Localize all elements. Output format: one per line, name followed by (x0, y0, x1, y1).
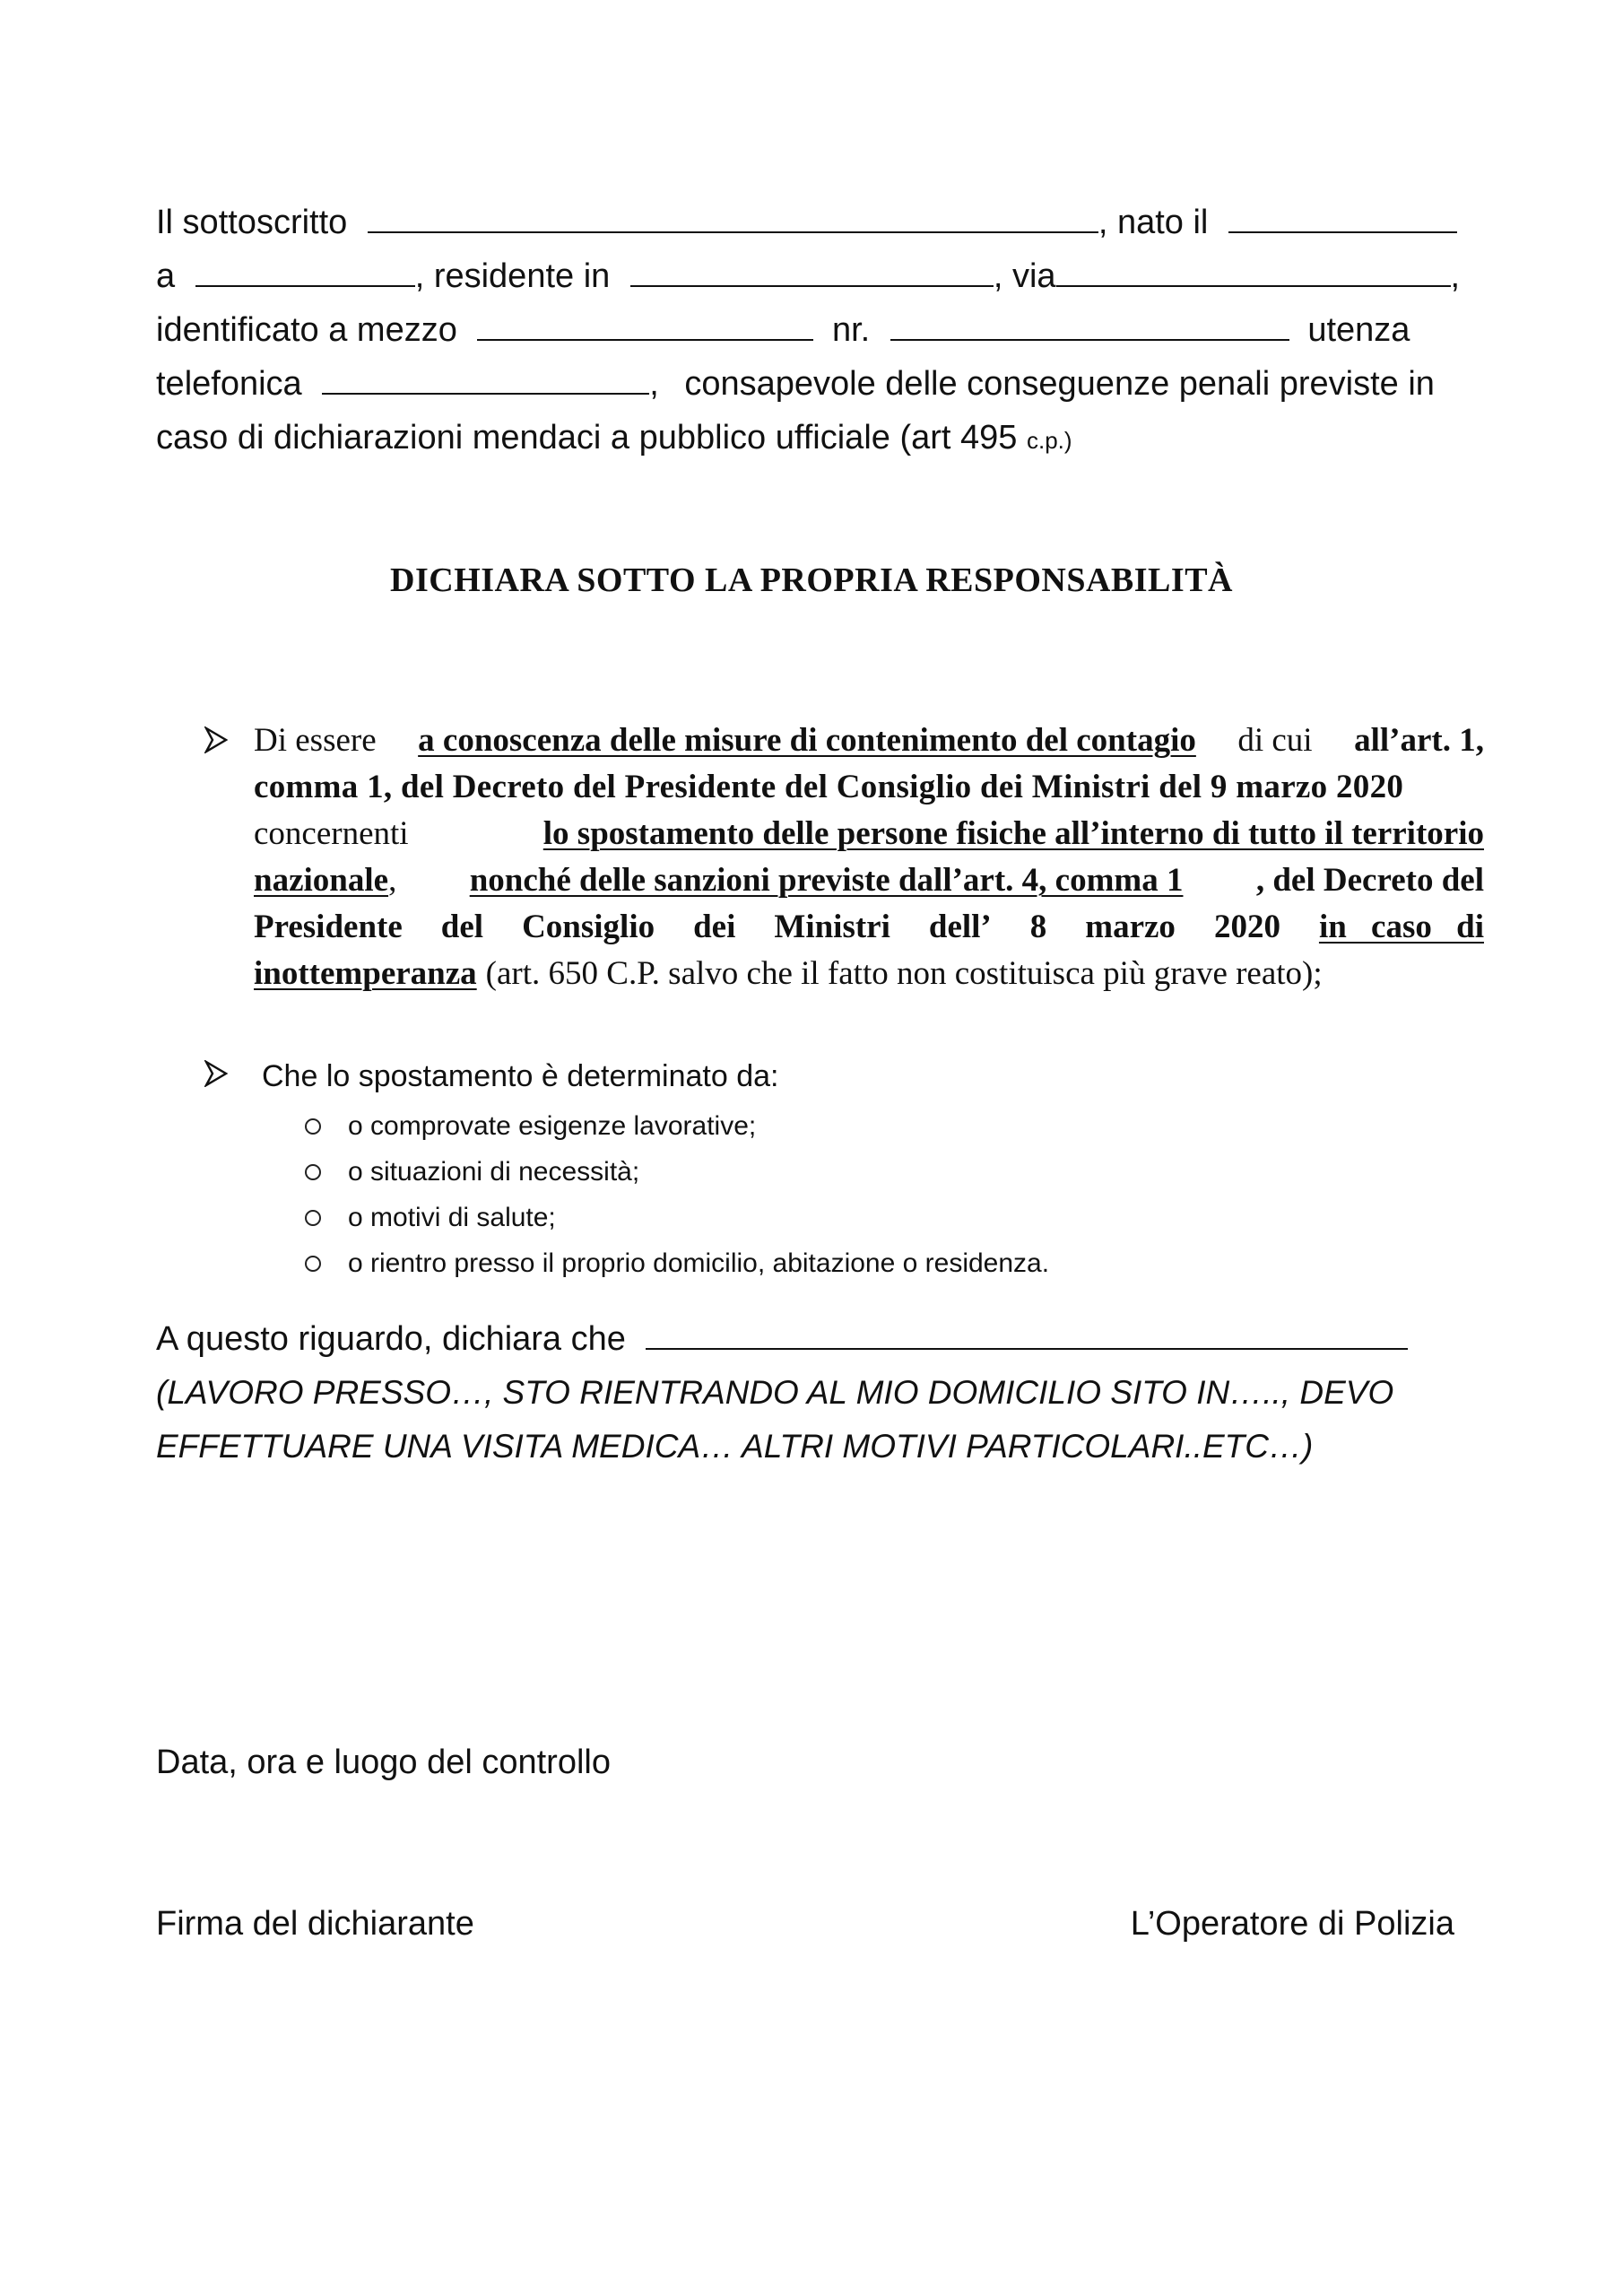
list-item (305, 1103, 1049, 1149)
text-bold: all’art. 1, (1354, 722, 1484, 759)
list-item (305, 1195, 1049, 1240)
birthplace-field[interactable] (195, 258, 415, 287)
label-nato-il: , nato il (1098, 204, 1209, 241)
intro-block (156, 196, 1471, 465)
name-field[interactable] (368, 204, 1098, 233)
id-document-field[interactable] (477, 312, 813, 341)
text-bold: Ministri (774, 909, 890, 945)
list-item-text: o comprovate esigenze lavorative; (348, 1110, 757, 1141)
text-bold: marzo (1085, 909, 1176, 945)
reason-list (305, 1103, 1049, 1286)
arrow-bullet-icon (204, 718, 221, 758)
text-bold: 8 (1029, 909, 1047, 945)
bullet1-row-6 (254, 951, 1484, 997)
text-bold: 2020 (1213, 909, 1280, 945)
text: Di essere (254, 722, 377, 759)
circle-bullet-icon (305, 1256, 321, 1272)
comma: , (649, 365, 659, 403)
mendaci-text: caso di dichiarazioni mendaci a pubblico ufficiale (art 495 (156, 419, 1018, 457)
text-bold-underlined: inottemperanza (254, 955, 477, 992)
text-bold: , del Decreto del (1255, 862, 1484, 899)
birthdate-field[interactable] (1228, 204, 1457, 233)
bullet2-lead (204, 1054, 778, 1099)
list-item-text: o rientro presso il proprio domicilio, abitazione o residenza. (348, 1248, 1050, 1278)
list-item-text: o motivi di salute; (348, 1202, 556, 1232)
text-bold-underlined: in caso di (1318, 909, 1484, 945)
intro-line-1 (156, 196, 1471, 249)
intro-line-5 (156, 411, 1471, 465)
bullet1-paragraph (254, 718, 1484, 997)
text-bold: dell’ (928, 909, 992, 945)
declaration-label: A questo riguardo, dichiara che (156, 1320, 626, 1358)
text-bold-underlined: nazionale (254, 862, 389, 899)
text: concernenti (254, 815, 409, 852)
declaration-field[interactable] (646, 1321, 1408, 1350)
text-bold: Consiglio (522, 909, 655, 945)
text-bold-underlined: a conoscenza delle misure di contenimento del contagio (418, 722, 1196, 759)
label-a: a (156, 257, 176, 295)
intro-line-4 (156, 357, 1471, 411)
date-time-place-label: Data, ora e luogo del controllo (156, 1744, 611, 1781)
list-item (305, 1240, 1049, 1286)
consequences-text: consapevole delle conseguenze penali previste in (684, 365, 1435, 403)
list-item (305, 1149, 1049, 1195)
bullet1-row-2 (254, 764, 1484, 811)
bullet1-row-1 (254, 718, 1484, 764)
text: di cui (1237, 722, 1313, 759)
label-utenza: utenza (1307, 311, 1410, 349)
police-officer-signature-label: L’Operatore di Polizia (1130, 1905, 1454, 1943)
text: (art. 650 C.P. salvo che il fatto non costituisca più grave reato); (485, 955, 1323, 992)
declaration-note-line: EFFETTUARE UNA VISITA MEDICA… ALTRI MOTIVI PARTICOLARI..ETC…) (156, 1428, 1314, 1465)
text-bold: Presidente (254, 909, 403, 945)
bullet1-row-4 (254, 857, 1484, 904)
declaration-note-line: (LAVORO PRESSO…, STO RIENTRANDO AL MIO DOMICILIO SITO IN….., DEVO (156, 1374, 1394, 1411)
declaration-line (156, 1312, 1408, 1366)
circle-bullet-icon (305, 1210, 321, 1226)
label-nr: nr. (831, 311, 871, 349)
circle-bullet-icon (305, 1164, 321, 1180)
label-residente-in: , residente in (414, 257, 611, 295)
text-bold: comma 1, del Decreto del Presidente del Consiglio dei Ministri del 9 marzo 2020 (254, 769, 1404, 805)
list-item-text: o situazioni di necessità; (348, 1156, 640, 1187)
declarant-signature-label: Firma del dichiarante (156, 1905, 474, 1943)
label-via: , via (993, 257, 1056, 295)
residence-field[interactable] (630, 258, 994, 287)
text-bold: dei (693, 909, 736, 945)
text-bold: del (440, 909, 484, 945)
declaration-note (156, 1366, 1393, 1474)
phone-field[interactable] (322, 366, 649, 395)
cp-text: c.p.) (1026, 427, 1072, 454)
bullet1-row-5 (254, 904, 1484, 951)
label-sottoscritto: Il sottoscritto (156, 204, 348, 241)
intro-line-2 (156, 249, 1471, 303)
text-bold-underlined: lo spostamento delle persone fisiche all’interno di tutto il territorio (542, 815, 1484, 852)
id-number-field[interactable] (890, 312, 1289, 341)
arrow-bullet-icon (204, 1060, 262, 1092)
text-bold-underlined: nonché delle sanzioni previste dall’art. 4, comma 1 (469, 862, 1184, 899)
comma: , (1450, 257, 1461, 295)
bullet2-paragraph (204, 1054, 778, 1099)
label-identificato: identificato a mezzo (156, 311, 457, 349)
circle-bullet-icon (305, 1118, 321, 1135)
text: , (388, 862, 397, 899)
label-telefonica: telefonica (156, 365, 302, 403)
intro-line-3 (156, 303, 1471, 357)
street-field[interactable] (1056, 258, 1451, 287)
bullet2-lead-text: Che lo spostamento è determinato da: (262, 1059, 779, 1093)
bullet1-row-3 (254, 811, 1484, 857)
page-title: DICHIARA SOTTO LA PROPRIA RESPONSABILITÀ (390, 561, 1233, 599)
